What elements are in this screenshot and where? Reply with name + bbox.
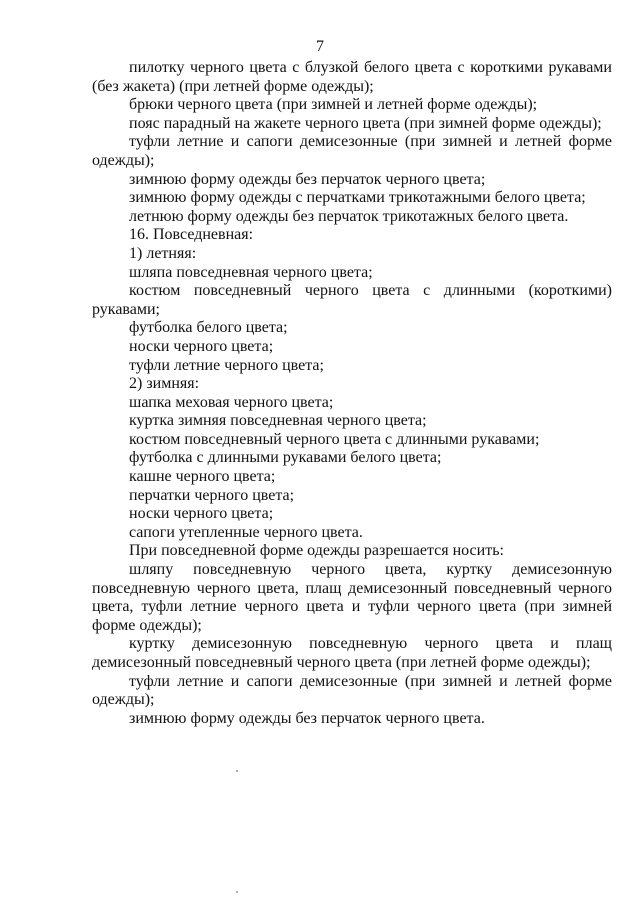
paragraph: зимнюю форму одежды без перчаток черного цвета. xyxy=(129,709,485,727)
paragraph: туфли летние и сапоги демисезонные (при зимней и летней форме одежды); xyxy=(92,672,612,709)
document-body xyxy=(92,59,612,728)
paragraph: зимнюю форму одежды с перчатками трикотажными белого цвета; xyxy=(129,189,586,207)
list-item: сапоги утепленные черного цвета. xyxy=(129,523,363,541)
list-item: туфли летние черного цвета; xyxy=(129,356,324,374)
list-item: шапка меховая черного цвета; xyxy=(129,393,334,411)
list-item: футболка с длинными рукавами белого цвета; xyxy=(129,449,442,467)
list-item: костюм повседневный черного цвета с длинными (короткими) рукавами; xyxy=(92,282,612,318)
scan-speck xyxy=(236,891,238,893)
subsection-heading: 2) зимняя: xyxy=(129,375,200,393)
list-item: носки черного цвета; xyxy=(129,337,274,355)
paragraph: пилотку черного цвета с блузкой белого цвета с короткими рукавами (без жакета) (при летней форме одежды); xyxy=(92,59,612,95)
list-item: перчатки черного цвета; xyxy=(129,486,295,504)
subsection-heading: 1) летняя: xyxy=(129,244,197,262)
paragraph: зимнюю форму одежды без перчаток черного цвета; xyxy=(129,170,486,188)
list-item: костюм повседневный черного цвета с длинными рукавами; xyxy=(129,430,540,448)
list-item: куртка зимняя повседневная черного цвета; xyxy=(129,412,427,430)
paragraph: шляпу повседневную черного цвета, куртку демисезонную повседневную черного цвета, плащ демисезонный повседневный черного цвета, туфли летние черного цвета и туфли черного цвета (при зимней форме одежды); xyxy=(92,561,612,634)
paragraph: туфли летние и сапоги демисезонные (при зимней и летней форме одежды); xyxy=(92,133,612,169)
paragraph: пояс парадный на жакете черного цвета (при зимней форме одежды); xyxy=(129,114,602,132)
list-item: носки черного цвета; xyxy=(129,505,274,523)
list-item: шляпа повседневная черного цвета; xyxy=(129,263,373,281)
list-item: кашне черного цвета; xyxy=(129,468,276,486)
section-heading: 16. Повседневная: xyxy=(129,226,254,244)
paragraph: куртку демисезонную повседневную черного цвета и плащ демисезонный повседневный черного цвета (при летней форме одежды); xyxy=(92,635,612,671)
scan-speck xyxy=(236,770,238,772)
paragraph: При повседневной форме одежды разрешается носить: xyxy=(129,542,504,560)
paragraph: летнюю форму одежды без перчаток трикотажных белого цвета. xyxy=(129,207,569,225)
page-number: 7 xyxy=(316,38,324,55)
paragraph: брюки черного цвета (при зимней и летней форме одежды); xyxy=(129,96,538,114)
list-item: футболка белого цвета; xyxy=(129,319,288,337)
